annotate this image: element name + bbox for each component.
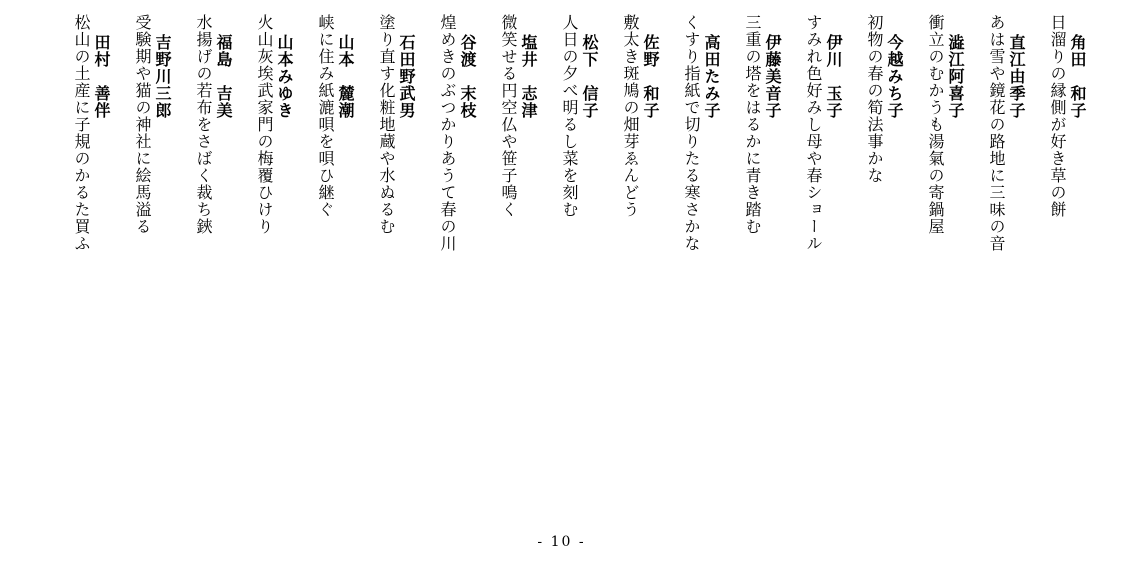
haiku-verse: 煌めきのぶつかりあうて春の川: [438, 14, 457, 252]
haiku-verse: 人日の夕べ明るし菜を刻む: [560, 14, 579, 218]
haiku-entry: [803, 14, 843, 252]
haiku-entry: [132, 14, 172, 235]
haiku-author: 澁江阿喜子: [946, 34, 965, 119]
haiku-entry: [986, 14, 1026, 252]
haiku-verse: くすり指紙で切りたる寒さかな: [682, 14, 701, 252]
haiku-verse: 峡に住み紙漉唄を唄ひ継ぐ: [316, 14, 335, 218]
haiku-verse: 火山灰埃武家門の梅覆ひけり: [255, 14, 274, 235]
haiku-author: 今越みち子: [885, 34, 904, 119]
haiku-list: [50, 14, 1087, 314]
haiku-verse: 水揚げの若布をさばく裁ち鋏: [194, 14, 213, 235]
haiku-author: 佐野 和子: [641, 34, 660, 119]
haiku-author: 田村 善伴: [92, 34, 111, 119]
haiku-entry: [437, 14, 477, 252]
haiku-entry: [925, 14, 965, 235]
haiku-verse: 塗り直す化粧地蔵や水ぬるむ: [377, 14, 396, 235]
haiku-entry: [193, 14, 233, 235]
haiku-verse: 松山の土産に子規のかるた買ふ: [72, 14, 91, 252]
haiku-author: 高田たみ子: [702, 34, 721, 119]
haiku-entry: [498, 14, 538, 218]
haiku-verse: 三重の塔をはるかに青き踏む: [743, 14, 762, 235]
haiku-author: 塩井 志津: [519, 34, 538, 119]
haiku-entry: [559, 14, 599, 218]
haiku-author: 伊川 玉子: [824, 34, 843, 119]
haiku-verse: 微笑せる円空仏や笹子鳴く: [499, 14, 518, 218]
haiku-author: 松下 信子: [580, 34, 599, 119]
haiku-entry: [864, 14, 904, 184]
haiku-author: 谷渡 末枝: [458, 34, 477, 119]
haiku-author: 石田野武男: [397, 34, 416, 119]
haiku-verse: すみれ色好みし母や春ショール: [804, 14, 823, 252]
haiku-entry: [1047, 14, 1087, 218]
haiku-author: 山本みゆき: [275, 34, 294, 119]
haiku-entry: [254, 14, 294, 235]
haiku-entry: [315, 14, 355, 218]
page-number: - 10 -: [537, 534, 586, 550]
haiku-entry: [742, 14, 782, 235]
haiku-verse: 初物の春の筍法事かな: [865, 14, 884, 184]
haiku-entry: [620, 14, 660, 218]
haiku-verse: 日溜りの縁側が好き草の餅: [1048, 14, 1067, 218]
haiku-entry: [71, 14, 111, 252]
haiku-verse: あは雪や鏡花の路地に三味の音: [987, 14, 1006, 252]
haiku-author: 福島 吉美: [214, 34, 233, 119]
haiku-author: 伊藤美音子: [763, 34, 782, 119]
haiku-author: 山本 麓潮: [336, 34, 355, 119]
haiku-author: 吉野川三郎: [153, 34, 172, 119]
haiku-author: 直江由季子: [1007, 34, 1026, 119]
haiku-verse: 敷太き斑鳩の畑芽ゑんどう: [621, 14, 640, 218]
haiku-verse: 衝立のむかうも湯氣の寄鍋屋: [926, 14, 945, 235]
haiku-author: 角田 和子: [1068, 34, 1087, 119]
haiku-verse: 受験期や猫の神社に絵馬溢る: [133, 14, 152, 235]
haiku-entry: [681, 14, 721, 252]
haiku-entry: [376, 14, 416, 235]
